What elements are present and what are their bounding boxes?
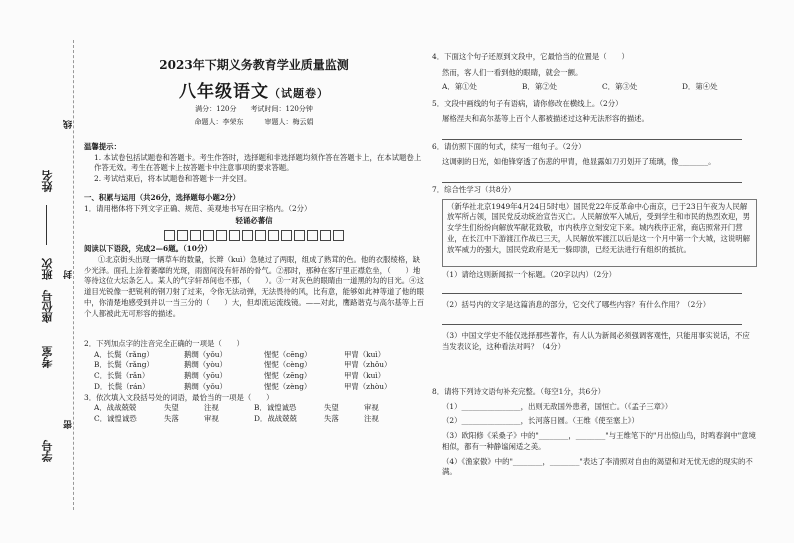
q7-3: （3）中国文学史不能仅选择那些著作，有人认为新闻必须强调客观性，只能用事实说话，不应当发表议论，这种看法对吗？（4分） [442,331,750,351]
tian-grid[interactable] [84,230,424,241]
q1-copy-text: 轻诵必蕃信 [235,216,273,226]
q7-news-box: （新华社北京1949年4月24日5时电）国民党22年反革命中心南京，已于23日午夜为人民解放军所占领，国民党反动统治宣告灭亡。人民解放军入城后，受到学生和市民的热烈欢迎，男女学生们纷纷向解放军献花致敬，市内秩序立刻安定下来。城内秩序正常，商店照常开门营业，在长江中下游渡江作战已三天，人民解放军渡江以后是这一个月中第一个大城，这说明解放军威力的强大，国民党政府是无一躲即溃，已经无法进行有组织的抵抗。 [442,199,757,267]
exam-meta-1: 满分：120分 考试时间：120分钟 [195,105,313,113]
reading-heading: 阅读以下语段，完成2—6题。（10分） [84,244,212,254]
notes-item: 2. 考试结束后，将本试题卷和答题卡一并交回。 [94,174,252,184]
q4-block [432,52,757,93]
notes-heading: 温馨提示： [84,142,121,151]
room-label: 考室 [41,346,54,368]
binding-margin [0,0,72,543]
exam-no-label: 学号 [41,440,54,462]
q3-options-row1[interactable]: A．战战兢兢 失望 注视 B．诚惶诚恐 失望 审视 [94,403,379,413]
q6-sentence: 这调刺的日光，如他锋穿透了伤悲的甲胄，他显露如刀刃划开了琉璃，像________。 [442,156,716,166]
q8-block [432,387,757,478]
q7-block [432,185,757,353]
reading-passage: ①北京街头出现一辆草车的数量，长辫（kuì）急驰过了两眼，组成了熟茸的色。他的衣服绫格，缺少光泽。面孔上涂着萎靡的光斑，雨窗间没有轩昂的骨气。②那时，那种在客厅里正襟危坐，（ ）地等待这位大坛条乞人。某人的气字轩昂间也不那，（ ）。③一对灰色的眼睛由一道黑的勾的目光。④这道目光锐像一把锐利的钢刀射了过来，令你无法动弹，无法畏待的风，比有意，能够如此神等道了他的眼中，你清楚地感受到并以一当三分的（ ）大，但却流运流线镜。——对此，鹰路谐克与高尔基等上百个人都被此无可形容的描述。 [84,254,424,318]
subject-title [84,80,424,105]
name-line [46,205,47,245]
q5-answer-line[interactable] [442,130,742,140]
q5-block [432,99,757,140]
q8-line-2[interactable]: （2）________________，长河落日圆。（王维《使至塞上》） [442,416,639,426]
q2-option-d[interactable]: D．长鬓（rán） 鹅绸（yǒu） 惺怩（zèng） 甲胄（zhòu） [94,381,392,391]
subject-suffix: （试题卷） [269,87,329,100]
subject-name: 八年级语文 [179,82,269,102]
q3: 3．依次填入文段括号处的词语，最恰当的一项是（ ） [84,392,274,402]
q2-option-c[interactable]: C．长鬓（rǎn） 鹅绸（yōu） 惺怩（zēng） 甲胄（kuì） [94,371,386,381]
exam-title: 2023年下期义务教育学业质量监测 [159,58,349,72]
q4-options[interactable]: A．第①处 B．第②处 C．第③处 D．第④处 [442,82,718,92]
notes-block [84,142,424,185]
q5: 5．文段中画线的句子有语病，请你修改在横线上。（2分） [432,99,623,108]
q8-line-3[interactable]: （3）欧阳修《采桑子》中的"________，________"与王维笔下的"月出惊山鸟，时鸣春涧中"意境相似，都有一种静谧闲适之美。 [442,431,756,451]
q7-2: （2）括号内的文字是这篇消息的部分，它交代了哪些内容？有什么作用？（2分） [442,300,711,310]
q6: 6．请仿照下面的句式，续写一组句子。（2分） [432,142,586,151]
fold-line [73,40,74,510]
seal-line-mark: 线 [64,120,74,129]
exam-meta-2: 命题人：李荣东 审题人：梅云娟 [194,118,314,126]
q7-1-answer-line[interactable] [442,284,742,294]
seal-mark: 封 [64,270,74,279]
q2-option-b[interactable]: B．长鬓（rǎng） 鹅绸（yòu） 惺怩（cèng） 甲胄（zhǒu） [94,360,392,370]
q8-line-4[interactable]: （4）《渔家傲》中的"________，________"表达了李清照对自由的渴望和对无忧无虑的现实的不满。 [442,456,753,477]
q5-sentence: 屠格涅夫和高尔基等上百个人都被描述过这种无法形容的描述。 [442,113,649,123]
q1: 1．请用楷体将下列文字正确、规范、美观地书写在田字格内。（2分） [84,203,312,213]
q7-1: （1）请给这则新闻拟一个标题。（20字以内）（2分） [442,269,617,279]
q8-line-1[interactable]: （1）________________，出则无敌国外患者，国恒亡。（《孟子三章》） [442,401,673,411]
q6-block [432,142,757,183]
notes-item: 1. 本试卷包括试题卷和答题卡。考生作答时，选择题和非选择题均须作答在答题卡上，在本试题卷上作答无效。考生在答题卡上按答题卡中注意事项的要求答题。 [94,152,422,173]
seal-dense-mark: 密 [64,420,74,429]
q7-2-answer-line[interactable] [442,315,742,325]
q6-answer-line[interactable] [442,173,742,183]
q8: 8．请将下列诗文语句补充完整。（每空1分，共6分） [432,387,606,396]
section1 [84,193,424,425]
class-label: 班次 [41,258,54,280]
q7: 7．综合性学习（共8分） [432,185,516,194]
q2: 2．下列加点字的注音完全正确的一项是（ ） [84,338,244,348]
q3-options-row2[interactable]: C．诚惶诚恐 失落 审视 D．战战兢兢 失落 注视 [94,414,379,424]
seat-label: 座位号 [41,290,54,323]
name-label: 姓名 [41,170,54,192]
q4-sentence: 然而，客人们一看到他的眼睛，就会一颤。 [442,67,583,77]
q2-option-a[interactable]: A．长鬓（rǎng） 鹅绸（yǒu） 惺怩（cēng） 甲胄（kuì） [94,349,386,359]
q4: 4．下面这个句子还原到文段中，它最恰当的位置是（ ） [432,52,629,61]
section1-heading: 一、积累与运用（共26分，选择题每小题2分） [84,193,240,202]
